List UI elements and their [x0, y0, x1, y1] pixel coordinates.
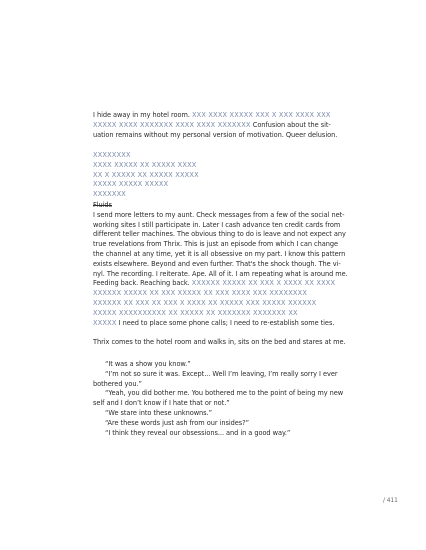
- dialogue-line: “It was a show you know.”: [105, 360, 191, 368]
- crossed-out-line: XXXXX XXXXXXXXXX XX XXXXX XX XXXXXXX XXXXXXX XX: [93, 308, 298, 317]
- page-number: / 411: [383, 498, 398, 504]
- dialogue-block: [93, 360, 344, 438]
- paragraph-letters: [93, 201, 348, 328]
- text-run: Confusion about the sit-: [250, 120, 331, 129]
- dialogue-line: “I think they reveal our obsessions... and in a good way.”: [105, 428, 291, 437]
- text-line: I send more letters to my aunt. Check messages from a few of the social net-: [93, 210, 345, 219]
- text-line: Thrix comes to the hotel room and walks in, sits on the bed and stares at me.: [93, 338, 346, 346]
- dialogue-line: bothered you.”: [93, 379, 142, 388]
- crossed-out-line: XXXXX XXXXX XXXXX: [93, 180, 169, 189]
- crossed-out-text: XXXXX: [93, 318, 117, 327]
- dialogue-line: “We stare into these unknowns.”: [105, 408, 212, 417]
- struck-word: Fluids: [93, 201, 112, 209]
- text-line: the channel at any time, yet it is all obsessive on my part. I know this pattern: [93, 249, 346, 258]
- paragraph-hotel: [93, 111, 338, 140]
- crossed-out-line: XXXXXXXX: [93, 151, 131, 159]
- crossed-out-text: XXXXXX XXXXX XX XXX X XXXX XX XXXX: [191, 279, 336, 288]
- dialogue-line: “Yeah, you did bother me. You bothered me to the point of being my new: [105, 389, 344, 398]
- dialogue-line: “I’m not so sure it was. Except... Well I’m leaving, I’m really sorry I ever: [105, 369, 338, 378]
- dialogue-line: self and I don’t know if I hate that or not.”: [93, 399, 230, 408]
- text-line: working sites I still participate in. Later I cash advance ten credit cards from: [93, 220, 341, 229]
- crossed-out-line: XXXX XXXXX XX XXXXX XXXX: [93, 160, 197, 169]
- text-run: I need to place some phone calls; I need to re-establish some ties.: [116, 318, 335, 327]
- crossed-out-line: XXXXXXX: [93, 190, 127, 199]
- crossed-out-line: XX X XXXXX XX XXXXX XXXXX: [93, 170, 199, 179]
- crossed-out-block: [93, 151, 333, 200]
- crossed-out-line: XXXXXX XXXXX XX XXX XXXXX XX XXX XXXX XXX XXXXXXXX: [93, 289, 308, 298]
- text-line: exists elsewhere. Beyond and even further. That's the shock though. The vi-: [93, 259, 341, 268]
- text-line: uation remains without my personal version of motivation. Queer delusion.: [93, 130, 338, 139]
- text-line: different teller machines. The obvious thing to do is leave and not expect any: [93, 230, 346, 239]
- text-line: nyl. The recording. I reiterate. Ape. All of it. I am repeating what is around me.: [93, 269, 348, 278]
- crossed-out-text: XXX XXXX XXXXX XXX X XXX XXXX XXX: [191, 111, 331, 119]
- dialogue-line: “Are these words just ash from our insides?”: [105, 418, 249, 427]
- text-run: I hide away in my hotel room.: [93, 111, 192, 119]
- crossed-out-line: XXXXXX XX XXX XX XXX X XXXX XX XXXXX XXX XXXXX XXXXXX: [93, 298, 317, 307]
- crossed-out-text: XXXXX XXXX XXXXXXX XXXX XXXX XXXXXXX: [93, 120, 251, 129]
- text-run: Feeding back. Reaching back.: [93, 279, 192, 288]
- paragraph-thrix: [93, 338, 346, 348]
- text-line: true revelations from Thrix. This is just an episode from which I can change: [93, 240, 338, 249]
